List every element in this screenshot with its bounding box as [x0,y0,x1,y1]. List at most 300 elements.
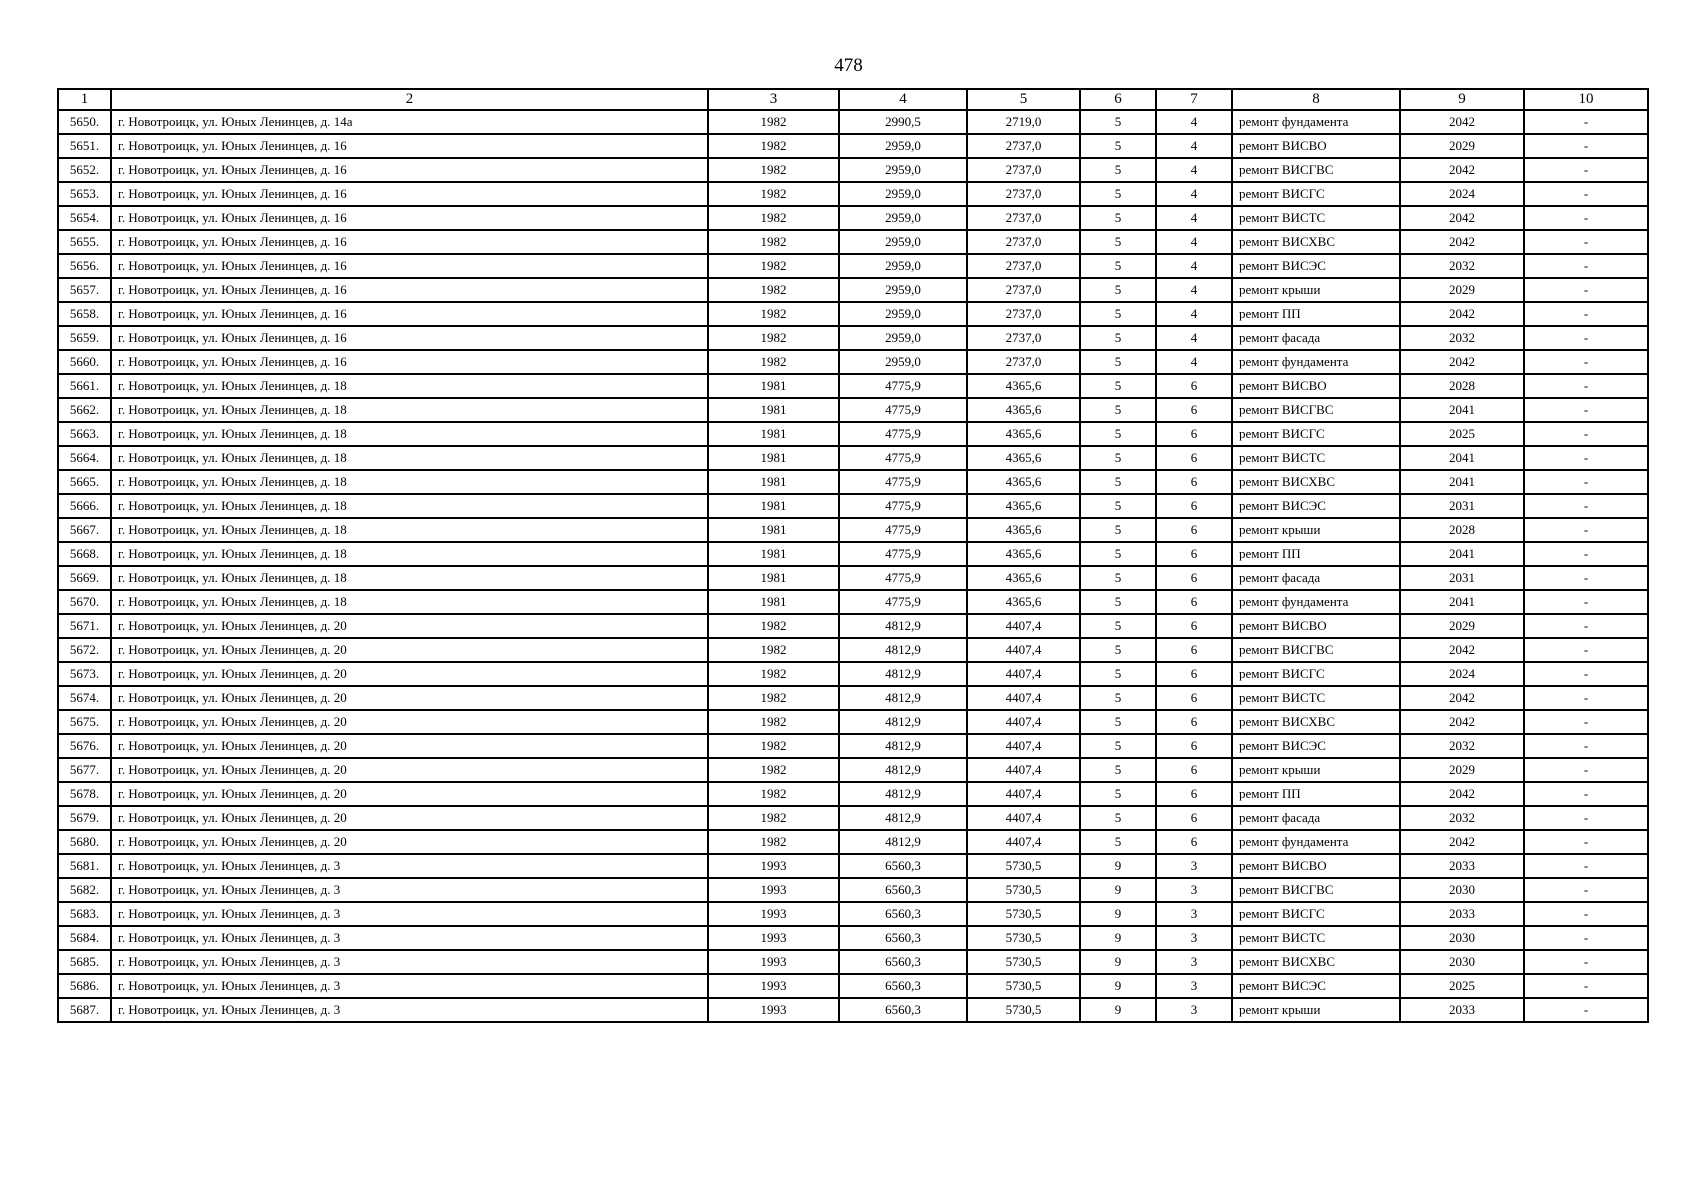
planned-year-cell: 2029 [1400,134,1524,158]
living-area-cell: 4407,4 [967,710,1080,734]
year-cell: 1982 [708,662,839,686]
row-number-cell: 5660. [58,350,111,374]
floors-cell: 9 [1080,902,1156,926]
year-cell: 1982 [708,158,839,182]
work-type-cell: ремонт ВИСГС [1232,662,1400,686]
floors-cell: 5 [1080,374,1156,398]
floors-cell: 5 [1080,398,1156,422]
address-cell: г. Новотроицк, ул. Юных Ленинцев, д. 18 [111,470,708,494]
living-area-cell: 4365,6 [967,422,1080,446]
living-area-cell: 2737,0 [967,350,1080,374]
address-cell: г. Новотроицк, ул. Юных Ленинцев, д. 3 [111,950,708,974]
work-type-cell: ремонт ВИСТС [1232,206,1400,230]
planned-year-cell: 2042 [1400,206,1524,230]
entrances-cell: 6 [1156,686,1232,710]
total-area-cell: 6560,3 [839,998,967,1022]
note-cell: - [1524,926,1648,950]
note-cell: - [1524,950,1648,974]
note-cell: - [1524,998,1648,1022]
address-cell: г. Новотроицк, ул. Юных Ленинцев, д. 18 [111,446,708,470]
note-cell: - [1524,734,1648,758]
entrances-cell: 6 [1156,398,1232,422]
work-type-cell: ремонт ВИСЭС [1232,254,1400,278]
row-number-cell: 5657. [58,278,111,302]
work-type-cell: ремонт ВИСТС [1232,446,1400,470]
floors-cell: 5 [1080,254,1156,278]
address-cell: г. Новотроицк, ул. Юных Ленинцев, д. 18 [111,398,708,422]
work-type-cell: ремонт ВИСТС [1232,686,1400,710]
total-area-cell: 4775,9 [839,446,967,470]
row-number-cell: 5668. [58,542,111,566]
planned-year-cell: 2025 [1400,422,1524,446]
entrances-cell: 3 [1156,950,1232,974]
entrances-cell: 6 [1156,446,1232,470]
column-header-2: 2 [111,89,708,110]
address-cell: г. Новотроицк, ул. Юных Ленинцев, д. 16 [111,302,708,326]
address-cell: г. Новотроицк, ул. Юных Ленинцев, д. 3 [111,854,708,878]
total-area-cell: 4775,9 [839,422,967,446]
year-cell: 1982 [708,206,839,230]
planned-year-cell: 2029 [1400,278,1524,302]
note-cell: - [1524,566,1648,590]
note-cell: - [1524,806,1648,830]
column-header-4: 4 [839,89,967,110]
work-type-cell: ремонт фасада [1232,566,1400,590]
table-row [58,758,1648,782]
work-type-cell: ремонт ВИСЭС [1232,494,1400,518]
work-type-cell: ремонт фасада [1232,806,1400,830]
floors-cell: 5 [1080,806,1156,830]
floors-cell: 5 [1080,542,1156,566]
table-row [58,590,1648,614]
living-area-cell: 2737,0 [967,230,1080,254]
planned-year-cell: 2024 [1400,182,1524,206]
planned-year-cell: 2033 [1400,998,1524,1022]
living-area-cell: 4365,6 [967,542,1080,566]
floors-cell: 9 [1080,998,1156,1022]
address-cell: г. Новотроицк, ул. Юных Ленинцев, д. 14а [111,110,708,134]
year-cell: 1982 [708,758,839,782]
address-cell: г. Новотроицк, ул. Юных Ленинцев, д. 16 [111,326,708,350]
entrances-cell: 4 [1156,158,1232,182]
total-area-cell: 4775,9 [839,542,967,566]
table-row [58,686,1648,710]
work-type-cell: ремонт ВИСЭС [1232,734,1400,758]
row-number-cell: 5664. [58,446,111,470]
year-cell: 1982 [708,182,839,206]
year-cell: 1982 [708,254,839,278]
work-type-cell: ремонт крыши [1232,758,1400,782]
entrances-cell: 4 [1156,254,1232,278]
year-cell: 1982 [708,806,839,830]
planned-year-cell: 2042 [1400,686,1524,710]
entrances-cell: 3 [1156,926,1232,950]
living-area-cell: 2737,0 [967,206,1080,230]
floors-cell: 5 [1080,494,1156,518]
entrances-cell: 6 [1156,758,1232,782]
column-header-1: 1 [58,89,111,110]
work-type-cell: ремонт ВИСХВС [1232,950,1400,974]
total-area-cell: 6560,3 [839,902,967,926]
planned-year-cell: 2031 [1400,566,1524,590]
living-area-cell: 2737,0 [967,158,1080,182]
total-area-cell: 2959,0 [839,134,967,158]
table-row [58,734,1648,758]
work-type-cell: ремонт ВИСГС [1232,902,1400,926]
table-row [58,326,1648,350]
entrances-cell: 6 [1156,614,1232,638]
page-number: 478 [834,55,863,76]
living-area-cell: 2737,0 [967,302,1080,326]
table-row [58,470,1648,494]
floors-cell: 5 [1080,422,1156,446]
year-cell: 1982 [708,638,839,662]
floors-cell: 5 [1080,134,1156,158]
work-type-cell: ремонт ВИСХВС [1232,470,1400,494]
total-area-cell: 4775,9 [839,374,967,398]
row-number-cell: 5663. [58,422,111,446]
note-cell: - [1524,230,1648,254]
note-cell: - [1524,446,1648,470]
note-cell: - [1524,638,1648,662]
row-number-cell: 5669. [58,566,111,590]
planned-year-cell: 2032 [1400,806,1524,830]
table-row [58,542,1648,566]
year-cell: 1982 [708,734,839,758]
year-cell: 1981 [708,590,839,614]
row-number-cell: 5666. [58,494,111,518]
entrances-cell: 6 [1156,590,1232,614]
total-area-cell: 4812,9 [839,830,967,854]
year-cell: 1993 [708,998,839,1022]
table-row [58,158,1648,182]
table-row [58,422,1648,446]
row-number-cell: 5653. [58,182,111,206]
entrances-cell: 6 [1156,806,1232,830]
living-area-cell: 2737,0 [967,326,1080,350]
column-header-7: 7 [1156,89,1232,110]
total-area-cell: 4812,9 [839,734,967,758]
note-cell: - [1524,398,1648,422]
row-number-cell: 5671. [58,614,111,638]
living-area-cell: 5730,5 [967,854,1080,878]
note-cell: - [1524,518,1648,542]
total-area-cell: 2959,0 [839,182,967,206]
note-cell: - [1524,254,1648,278]
table-row [58,806,1648,830]
total-area-cell: 4812,9 [839,758,967,782]
row-number-cell: 5672. [58,638,111,662]
entrances-cell: 6 [1156,422,1232,446]
year-cell: 1993 [708,854,839,878]
year-cell: 1982 [708,278,839,302]
floors-cell: 5 [1080,590,1156,614]
note-cell: - [1524,206,1648,230]
row-number-cell: 5679. [58,806,111,830]
address-cell: г. Новотроицк, ул. Юных Ленинцев, д. 3 [111,998,708,1022]
living-area-cell: 4407,4 [967,734,1080,758]
note-cell: - [1524,350,1648,374]
living-area-cell: 4407,4 [967,758,1080,782]
address-cell: г. Новотроицк, ул. Юных Ленинцев, д. 20 [111,662,708,686]
row-number-cell: 5651. [58,134,111,158]
row-number-cell: 5661. [58,374,111,398]
floors-cell: 5 [1080,326,1156,350]
address-cell: г. Новотроицк, ул. Юных Ленинцев, д. 16 [111,230,708,254]
total-area-cell: 6560,3 [839,926,967,950]
year-cell: 1982 [708,350,839,374]
work-type-cell: ремонт ПП [1232,782,1400,806]
work-type-cell: ремонт фундамента [1232,590,1400,614]
entrances-cell: 4 [1156,134,1232,158]
address-cell: г. Новотроицк, ул. Юных Ленинцев, д. 3 [111,926,708,950]
living-area-cell: 5730,5 [967,878,1080,902]
floors-cell: 9 [1080,950,1156,974]
living-area-cell: 4365,6 [967,470,1080,494]
entrances-cell: 6 [1156,374,1232,398]
column-header-9: 9 [1400,89,1524,110]
living-area-cell: 5730,5 [967,950,1080,974]
total-area-cell: 2959,0 [839,350,967,374]
row-number-cell: 5658. [58,302,111,326]
row-number-cell: 5677. [58,758,111,782]
note-cell: - [1524,854,1648,878]
year-cell: 1982 [708,302,839,326]
note-cell: - [1524,614,1648,638]
table-row [58,998,1648,1022]
total-area-cell: 2990,5 [839,110,967,134]
floors-cell: 9 [1080,974,1156,998]
table-row [58,710,1648,734]
planned-year-cell: 2025 [1400,974,1524,998]
work-type-cell: ремонт фундамента [1232,830,1400,854]
note-cell: - [1524,782,1648,806]
floors-cell: 5 [1080,302,1156,326]
living-area-cell: 4407,4 [967,806,1080,830]
year-cell: 1982 [708,830,839,854]
planned-year-cell: 2033 [1400,854,1524,878]
entrances-cell: 6 [1156,638,1232,662]
entrances-cell: 4 [1156,230,1232,254]
note-cell: - [1524,494,1648,518]
work-type-cell: ремонт крыши [1232,518,1400,542]
year-cell: 1993 [708,974,839,998]
floors-cell: 5 [1080,230,1156,254]
planned-year-cell: 2029 [1400,614,1524,638]
floors-cell: 5 [1080,734,1156,758]
planned-year-cell: 2042 [1400,830,1524,854]
year-cell: 1982 [708,686,839,710]
planned-year-cell: 2041 [1400,470,1524,494]
table-row [58,230,1648,254]
note-cell: - [1524,902,1648,926]
floors-cell: 5 [1080,710,1156,734]
address-cell: г. Новотроицк, ул. Юных Ленинцев, д. 20 [111,830,708,854]
planned-year-cell: 2042 [1400,782,1524,806]
entrances-cell: 4 [1156,182,1232,206]
note-cell: - [1524,878,1648,902]
floors-cell: 5 [1080,686,1156,710]
year-cell: 1982 [708,134,839,158]
planned-year-cell: 2042 [1400,158,1524,182]
living-area-cell: 2737,0 [967,278,1080,302]
total-area-cell: 4775,9 [839,518,967,542]
total-area-cell: 6560,3 [839,974,967,998]
entrances-cell: 3 [1156,878,1232,902]
row-number-cell: 5685. [58,950,111,974]
row-number-cell: 5681. [58,854,111,878]
entrances-cell: 6 [1156,662,1232,686]
row-number-cell: 5665. [58,470,111,494]
address-cell: г. Новотроицк, ул. Юных Ленинцев, д. 18 [111,590,708,614]
planned-year-cell: 2028 [1400,374,1524,398]
row-number-cell: 5673. [58,662,111,686]
note-cell: - [1524,662,1648,686]
entrances-cell: 3 [1156,854,1232,878]
entrances-cell: 6 [1156,830,1232,854]
living-area-cell: 4407,4 [967,686,1080,710]
table-row [58,518,1648,542]
note-cell: - [1524,758,1648,782]
planned-year-cell: 2030 [1400,950,1524,974]
row-number-cell: 5680. [58,830,111,854]
floors-cell: 5 [1080,638,1156,662]
work-type-cell: ремонт ВИСЭС [1232,974,1400,998]
floors-cell: 5 [1080,206,1156,230]
entrances-cell: 6 [1156,734,1232,758]
address-cell: г. Новотроицк, ул. Юных Ленинцев, д. 16 [111,278,708,302]
total-area-cell: 2959,0 [839,302,967,326]
planned-year-cell: 2031 [1400,494,1524,518]
note-cell: - [1524,182,1648,206]
address-cell: г. Новотроицк, ул. Юных Ленинцев, д. 16 [111,158,708,182]
floors-cell: 5 [1080,446,1156,470]
note-cell: - [1524,590,1648,614]
planned-year-cell: 2029 [1400,758,1524,782]
planned-year-cell: 2024 [1400,662,1524,686]
living-area-cell: 5730,5 [967,974,1080,998]
year-cell: 1993 [708,878,839,902]
row-number-cell: 5686. [58,974,111,998]
living-area-cell: 4365,6 [967,374,1080,398]
entrances-cell: 6 [1156,542,1232,566]
year-cell: 1981 [708,422,839,446]
planned-year-cell: 2042 [1400,230,1524,254]
year-cell: 1982 [708,710,839,734]
total-area-cell: 6560,3 [839,878,967,902]
planned-year-cell: 2032 [1400,734,1524,758]
floors-cell: 5 [1080,470,1156,494]
work-type-cell: ремонт ВИСХВС [1232,230,1400,254]
note-cell: - [1524,710,1648,734]
living-area-cell: 5730,5 [967,902,1080,926]
living-area-cell: 4407,4 [967,638,1080,662]
address-cell: г. Новотроицк, ул. Юных Ленинцев, д. 20 [111,614,708,638]
table-row [58,950,1648,974]
work-type-cell: ремонт ПП [1232,542,1400,566]
table-row [58,446,1648,470]
year-cell: 1993 [708,926,839,950]
planned-year-cell: 2042 [1400,710,1524,734]
work-type-cell: ремонт ВИСВО [1232,374,1400,398]
entrances-cell: 6 [1156,470,1232,494]
table-row [58,278,1648,302]
address-cell: г. Новотроицк, ул. Юных Ленинцев, д. 3 [111,974,708,998]
column-header-8: 8 [1232,89,1400,110]
total-area-cell: 4775,9 [839,566,967,590]
entrances-cell: 3 [1156,974,1232,998]
note-cell: - [1524,374,1648,398]
row-number-cell: 5675. [58,710,111,734]
row-number-cell: 5684. [58,926,111,950]
total-area-cell: 6560,3 [839,854,967,878]
row-number-cell: 5674. [58,686,111,710]
table-row [58,854,1648,878]
floors-cell: 5 [1080,518,1156,542]
total-area-cell: 4812,9 [839,782,967,806]
total-area-cell: 2959,0 [839,206,967,230]
planned-year-cell: 2028 [1400,518,1524,542]
floors-cell: 5 [1080,782,1156,806]
work-type-cell: ремонт фундамента [1232,110,1400,134]
entrances-cell: 4 [1156,278,1232,302]
address-cell: г. Новотроицк, ул. Юных Ленинцев, д. 20 [111,686,708,710]
address-cell: г. Новотроицк, ул. Юных Ленинцев, д. 18 [111,422,708,446]
table-row [58,926,1648,950]
table-row [58,398,1648,422]
floors-cell: 5 [1080,614,1156,638]
year-cell: 1981 [708,542,839,566]
table-row [58,134,1648,158]
work-type-cell: ремонт ВИСВО [1232,854,1400,878]
row-number-cell: 5656. [58,254,111,278]
entrances-cell: 3 [1156,902,1232,926]
address-cell: г. Новотроицк, ул. Юных Ленинцев, д. 20 [111,806,708,830]
total-area-cell: 2959,0 [839,326,967,350]
note-cell: - [1524,830,1648,854]
table-row [58,878,1648,902]
living-area-cell: 2719,0 [967,110,1080,134]
year-cell: 1981 [708,494,839,518]
table-row [58,494,1648,518]
total-area-cell: 4812,9 [839,662,967,686]
year-cell: 1981 [708,566,839,590]
floors-cell: 9 [1080,854,1156,878]
floors-cell: 5 [1080,110,1156,134]
year-cell: 1981 [708,446,839,470]
address-cell: г. Новотроицк, ул. Юных Ленинцев, д. 18 [111,374,708,398]
work-type-cell: ремонт ВИСГВС [1232,638,1400,662]
table-row [58,350,1648,374]
work-type-cell: ремонт ПП [1232,302,1400,326]
address-cell: г. Новотроицк, ул. Юных Ленинцев, д. 3 [111,878,708,902]
total-area-cell: 4775,9 [839,398,967,422]
table-row [58,374,1648,398]
address-cell: г. Новотроицк, ул. Юных Ленинцев, д. 18 [111,518,708,542]
total-area-cell: 4812,9 [839,638,967,662]
total-area-cell: 4775,9 [839,470,967,494]
living-area-cell: 4365,6 [967,446,1080,470]
address-cell: г. Новотроицк, ул. Юных Ленинцев, д. 20 [111,638,708,662]
table-row [58,302,1648,326]
living-area-cell: 5730,5 [967,926,1080,950]
table-header-row [58,89,1648,110]
planned-year-cell: 2030 [1400,878,1524,902]
note-cell: - [1524,686,1648,710]
entrances-cell: 6 [1156,518,1232,542]
entrances-cell: 4 [1156,302,1232,326]
table-row [58,638,1648,662]
